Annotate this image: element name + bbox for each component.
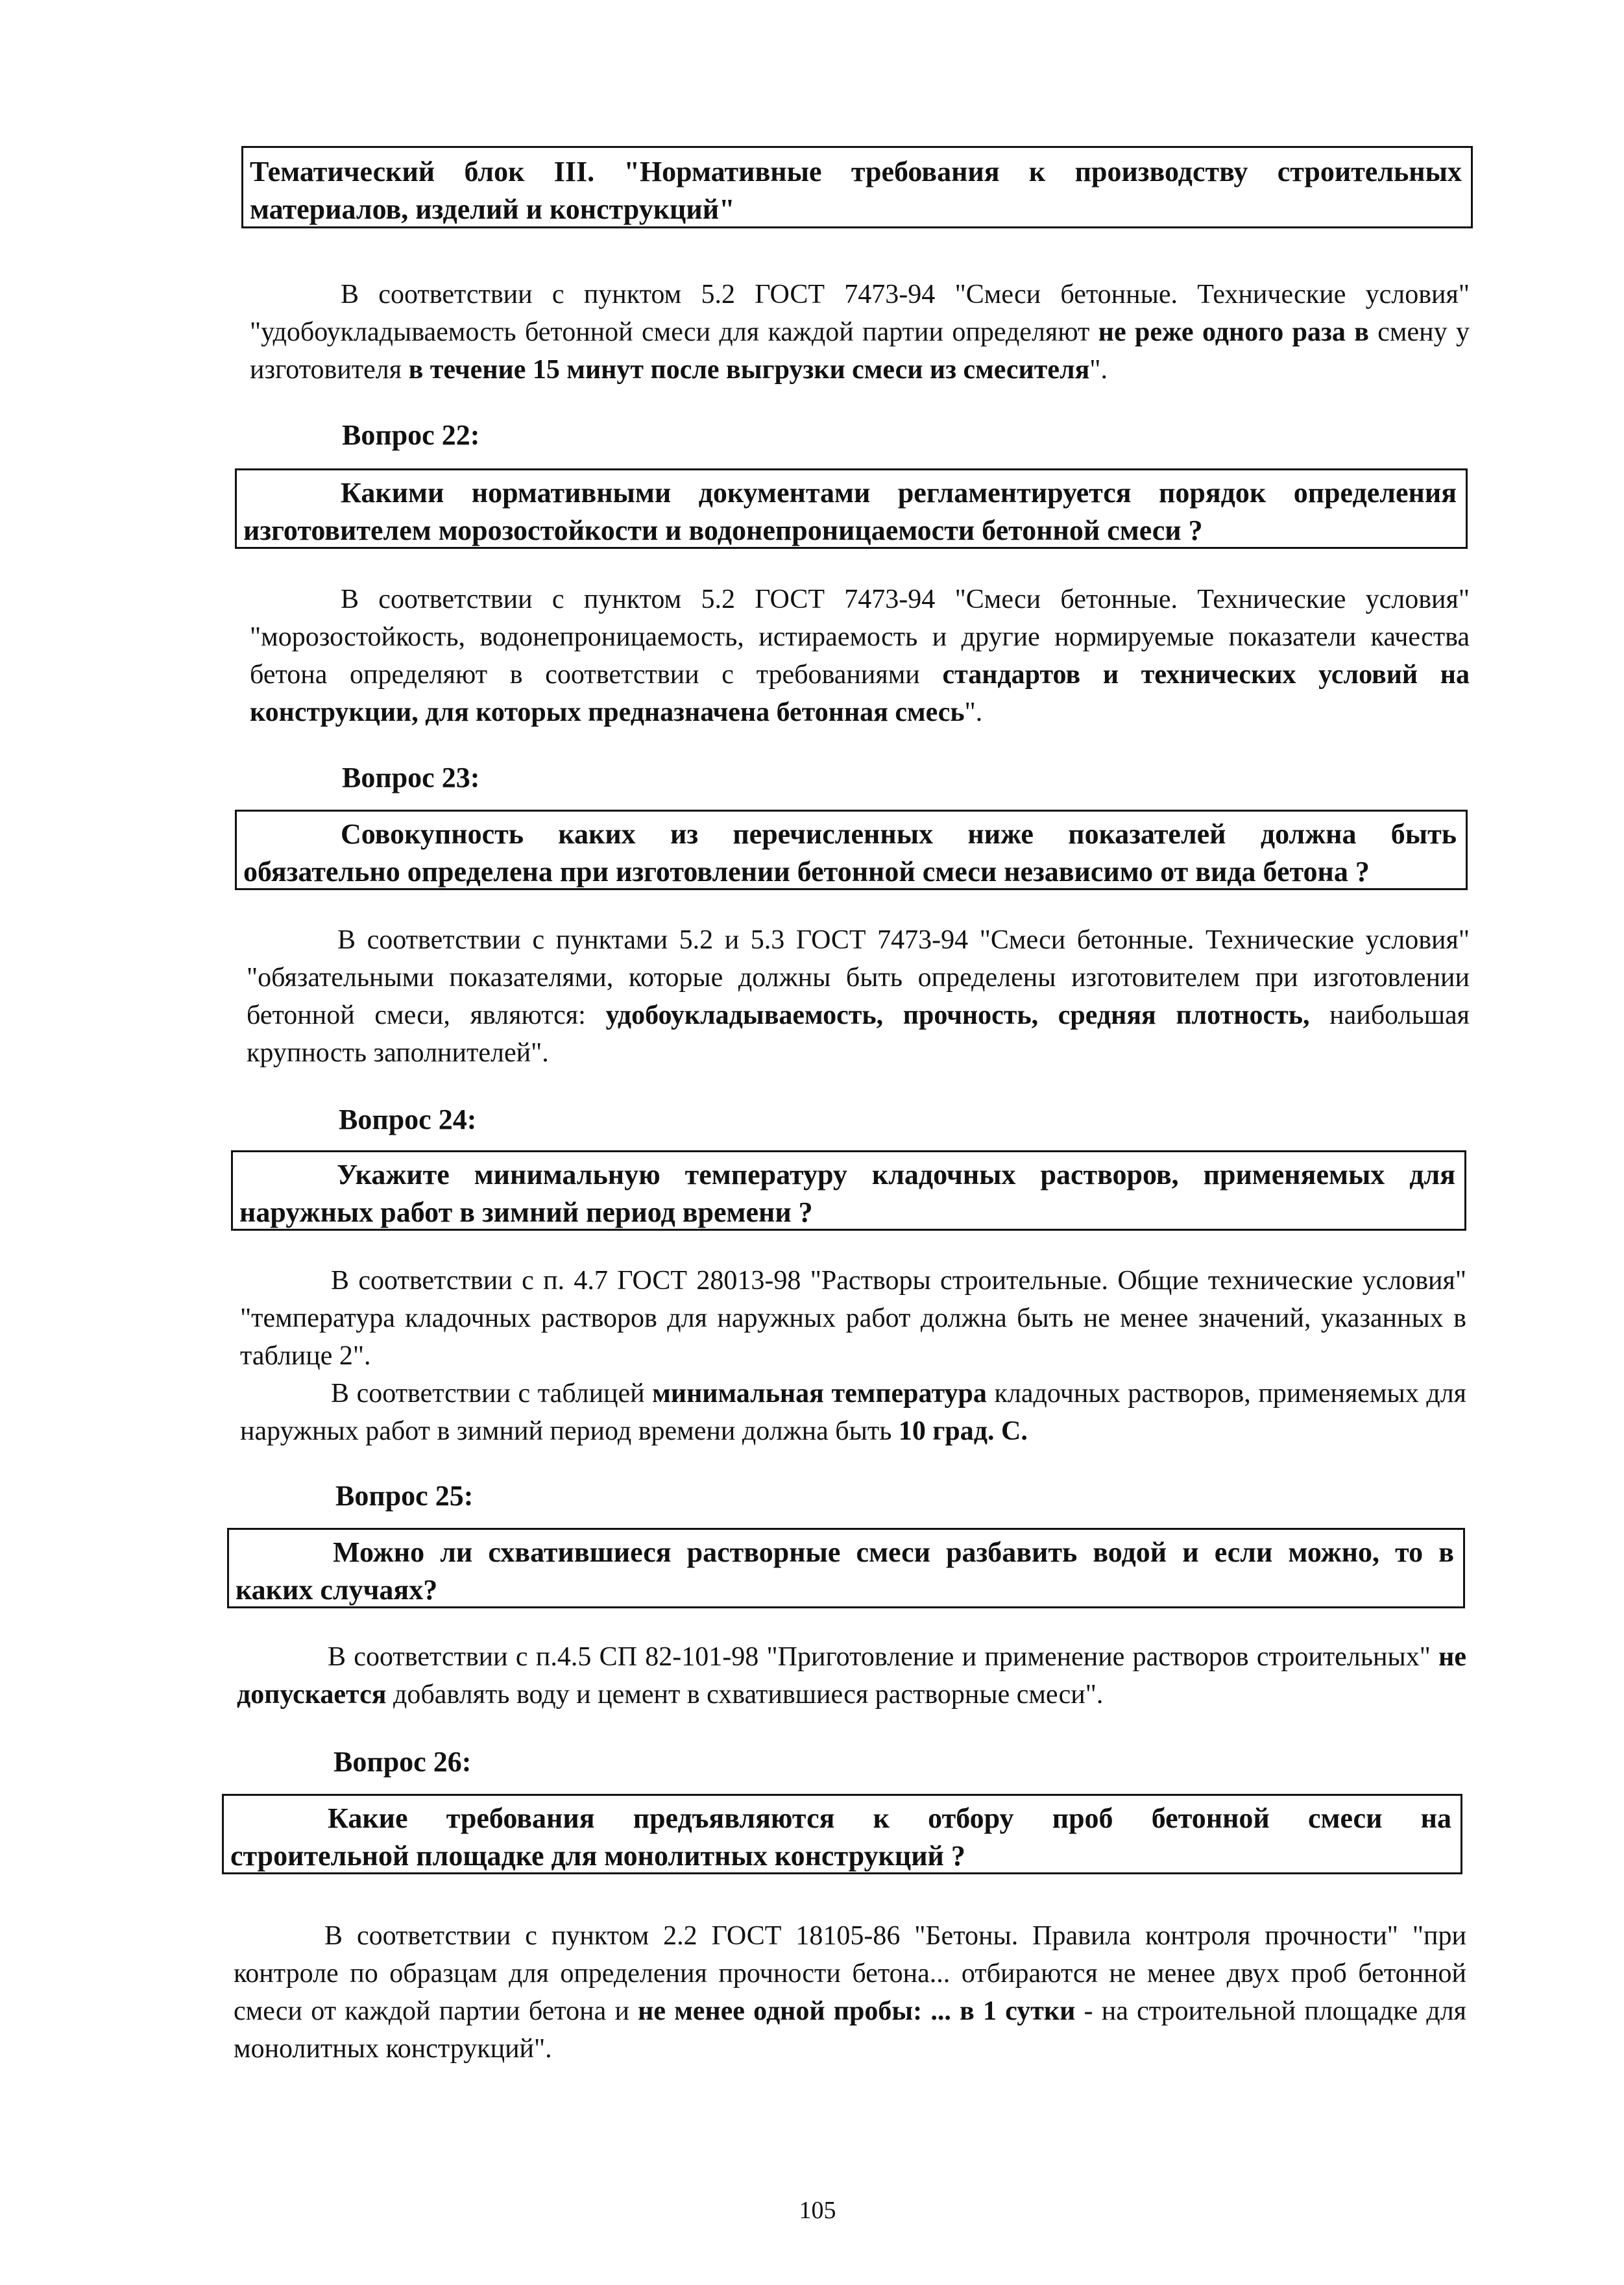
question-24-line-2: наружных работ в зимний период времени ? xyxy=(239,1196,813,1228)
question-24-box xyxy=(231,1150,1466,1231)
answer-22-text-2: ". xyxy=(964,697,983,727)
thematic-block-header xyxy=(241,146,1473,228)
question-25-line-2: каких случаях? xyxy=(236,1574,438,1606)
question-24-line-1: Укажите минимальную температуру кладочных растворов, применяемых для xyxy=(337,1159,1455,1191)
question-24-label: Вопрос 24: xyxy=(339,1104,477,1135)
question-26-line-2: строительной площадке для монолитных конструкций ? xyxy=(230,1840,965,1872)
header-line-2: материалов, изделий и конструкций" xyxy=(250,193,735,225)
question-26-label: Вопрос 26: xyxy=(333,1746,472,1778)
answer-26-bold: не менее одной пробы: ... в 1 сутки xyxy=(638,1996,1076,2026)
answer-22-bold: стандартов и технических условий на конструкции, для которых предназначена бетонная смесь xyxy=(250,660,1470,727)
intro-paragraph xyxy=(250,276,1470,389)
answer-26-text-1: В соответствии с пунктом 2.2 ГОСТ 18105-86 "Бетоны. Правила контроля прочности" "при контроле по образцам для определения прочности бетона... отбираются не менее двух проб бетонной смеси от каждой партии бетона и xyxy=(234,1921,1466,2026)
page-number: 105 xyxy=(799,2197,836,2224)
answer-22 xyxy=(250,581,1470,731)
question-22-line-2: изготовителем морозостойкости и водонепроницаемости бетонной смеси ? xyxy=(243,514,1203,546)
header-line-1: Тематический блок III. "Нормативные требования к производству строительных xyxy=(250,156,1462,187)
question-22-line-1: Какими нормативными документами регламентируется порядок определения xyxy=(341,477,1457,509)
answer-23-text-1: В соответствии с пунктами 5.2 и 5.3 ГОСТ 7473-94 "Смеси бетонные. Технические условия" "обязательными показателями, которые должны быть определены изготовителем при изготовлении бетонной смеси, являются: xyxy=(247,925,1470,1030)
question-26-line-1: Какие требования предъявляются к отбору проб бетонной смеси на xyxy=(328,1802,1451,1834)
question-23-line-1: Совокупность каких из перечисленных ниже показателей должна быть xyxy=(341,818,1457,850)
answer-23-text-2: наибольшая крупность заполнителей". xyxy=(247,1000,1470,1068)
intro-text-3: ". xyxy=(1089,355,1108,385)
answer-25-bold: не допускается xyxy=(237,1642,1466,1710)
question-25-box xyxy=(227,1528,1465,1608)
answer-25 xyxy=(237,1638,1466,1713)
question-25-label: Вопрос 25: xyxy=(335,1480,474,1512)
answer-26 xyxy=(234,1917,1466,2068)
answer-24-bold-2: 10 град. С. xyxy=(898,1416,1028,1446)
answer-25-text-2: добавлять воду и цемент в схватившиеся растворные смеси". xyxy=(386,1680,1104,1710)
answer-24-text-2: кладочных растворов, применяемых для наружных работ в зимний период времени должна быть xyxy=(240,1379,1467,1446)
answer-24-text-1: В соответствии с таблицей xyxy=(331,1379,653,1408)
intro-bold-2: в течение 15 минут после выгрузки смеси из смесителя xyxy=(408,355,1090,385)
answer-25-text-1: В соответствии с п.4.5 СП 82-101-98 "Приготовление и применение растворов строительных" xyxy=(328,1642,1439,1672)
answer-22-text-1: В соответствии с пунктом 5.2 ГОСТ 7473-94 "Смеси бетонные. Технические условия" "морозостойкость, водонепроницаемость, истираемость и другие нормируемые показатели качества бетона определяют в соответствии с требованиями xyxy=(250,585,1470,690)
answer-26-text-2: - на строительной площадке для монолитных конструкций". xyxy=(234,1996,1466,2064)
intro-bold-1: не реже одного раза в xyxy=(1098,317,1369,347)
question-23-line-2: обязательно определена при изготовлении бетонной смеси независимо от вида бетона ? xyxy=(243,856,1370,888)
intro-text-1: В соответствии с пунктом 5.2 ГОСТ 7473-94 "Смеси бетонные. Технические условия" "удобоукладываемость бетонной смеси для каждой партии определяют xyxy=(250,280,1470,347)
answer-23 xyxy=(247,921,1470,1072)
question-26-box xyxy=(222,1794,1462,1874)
answer-24-paragraph-1: В соответствии с п. 4.7 ГОСТ 28013-98 "Растворы строительные. Общие технические условия" "температура кладочных растворов для наружных работ должна быть не менее значений, указанных в таблице 2". xyxy=(240,1266,1466,1371)
question-23-label: Вопрос 23: xyxy=(342,762,480,793)
question-25-line-1: Можно ли схватившиеся растворные смеси разбавить водой и если можно, то в xyxy=(333,1536,1454,1568)
question-23-box xyxy=(235,810,1468,890)
intro-text-2: смену у изготовителя xyxy=(250,317,1470,385)
question-22-box xyxy=(235,468,1468,549)
question-22-label: Вопрос 22: xyxy=(342,419,480,451)
answer-24-bold-1: минимальная температура xyxy=(652,1379,987,1408)
answer-24 xyxy=(240,1262,1466,1450)
answer-23-bold: удобоукладываемость, прочность, средняя плотность, xyxy=(605,1000,1310,1030)
